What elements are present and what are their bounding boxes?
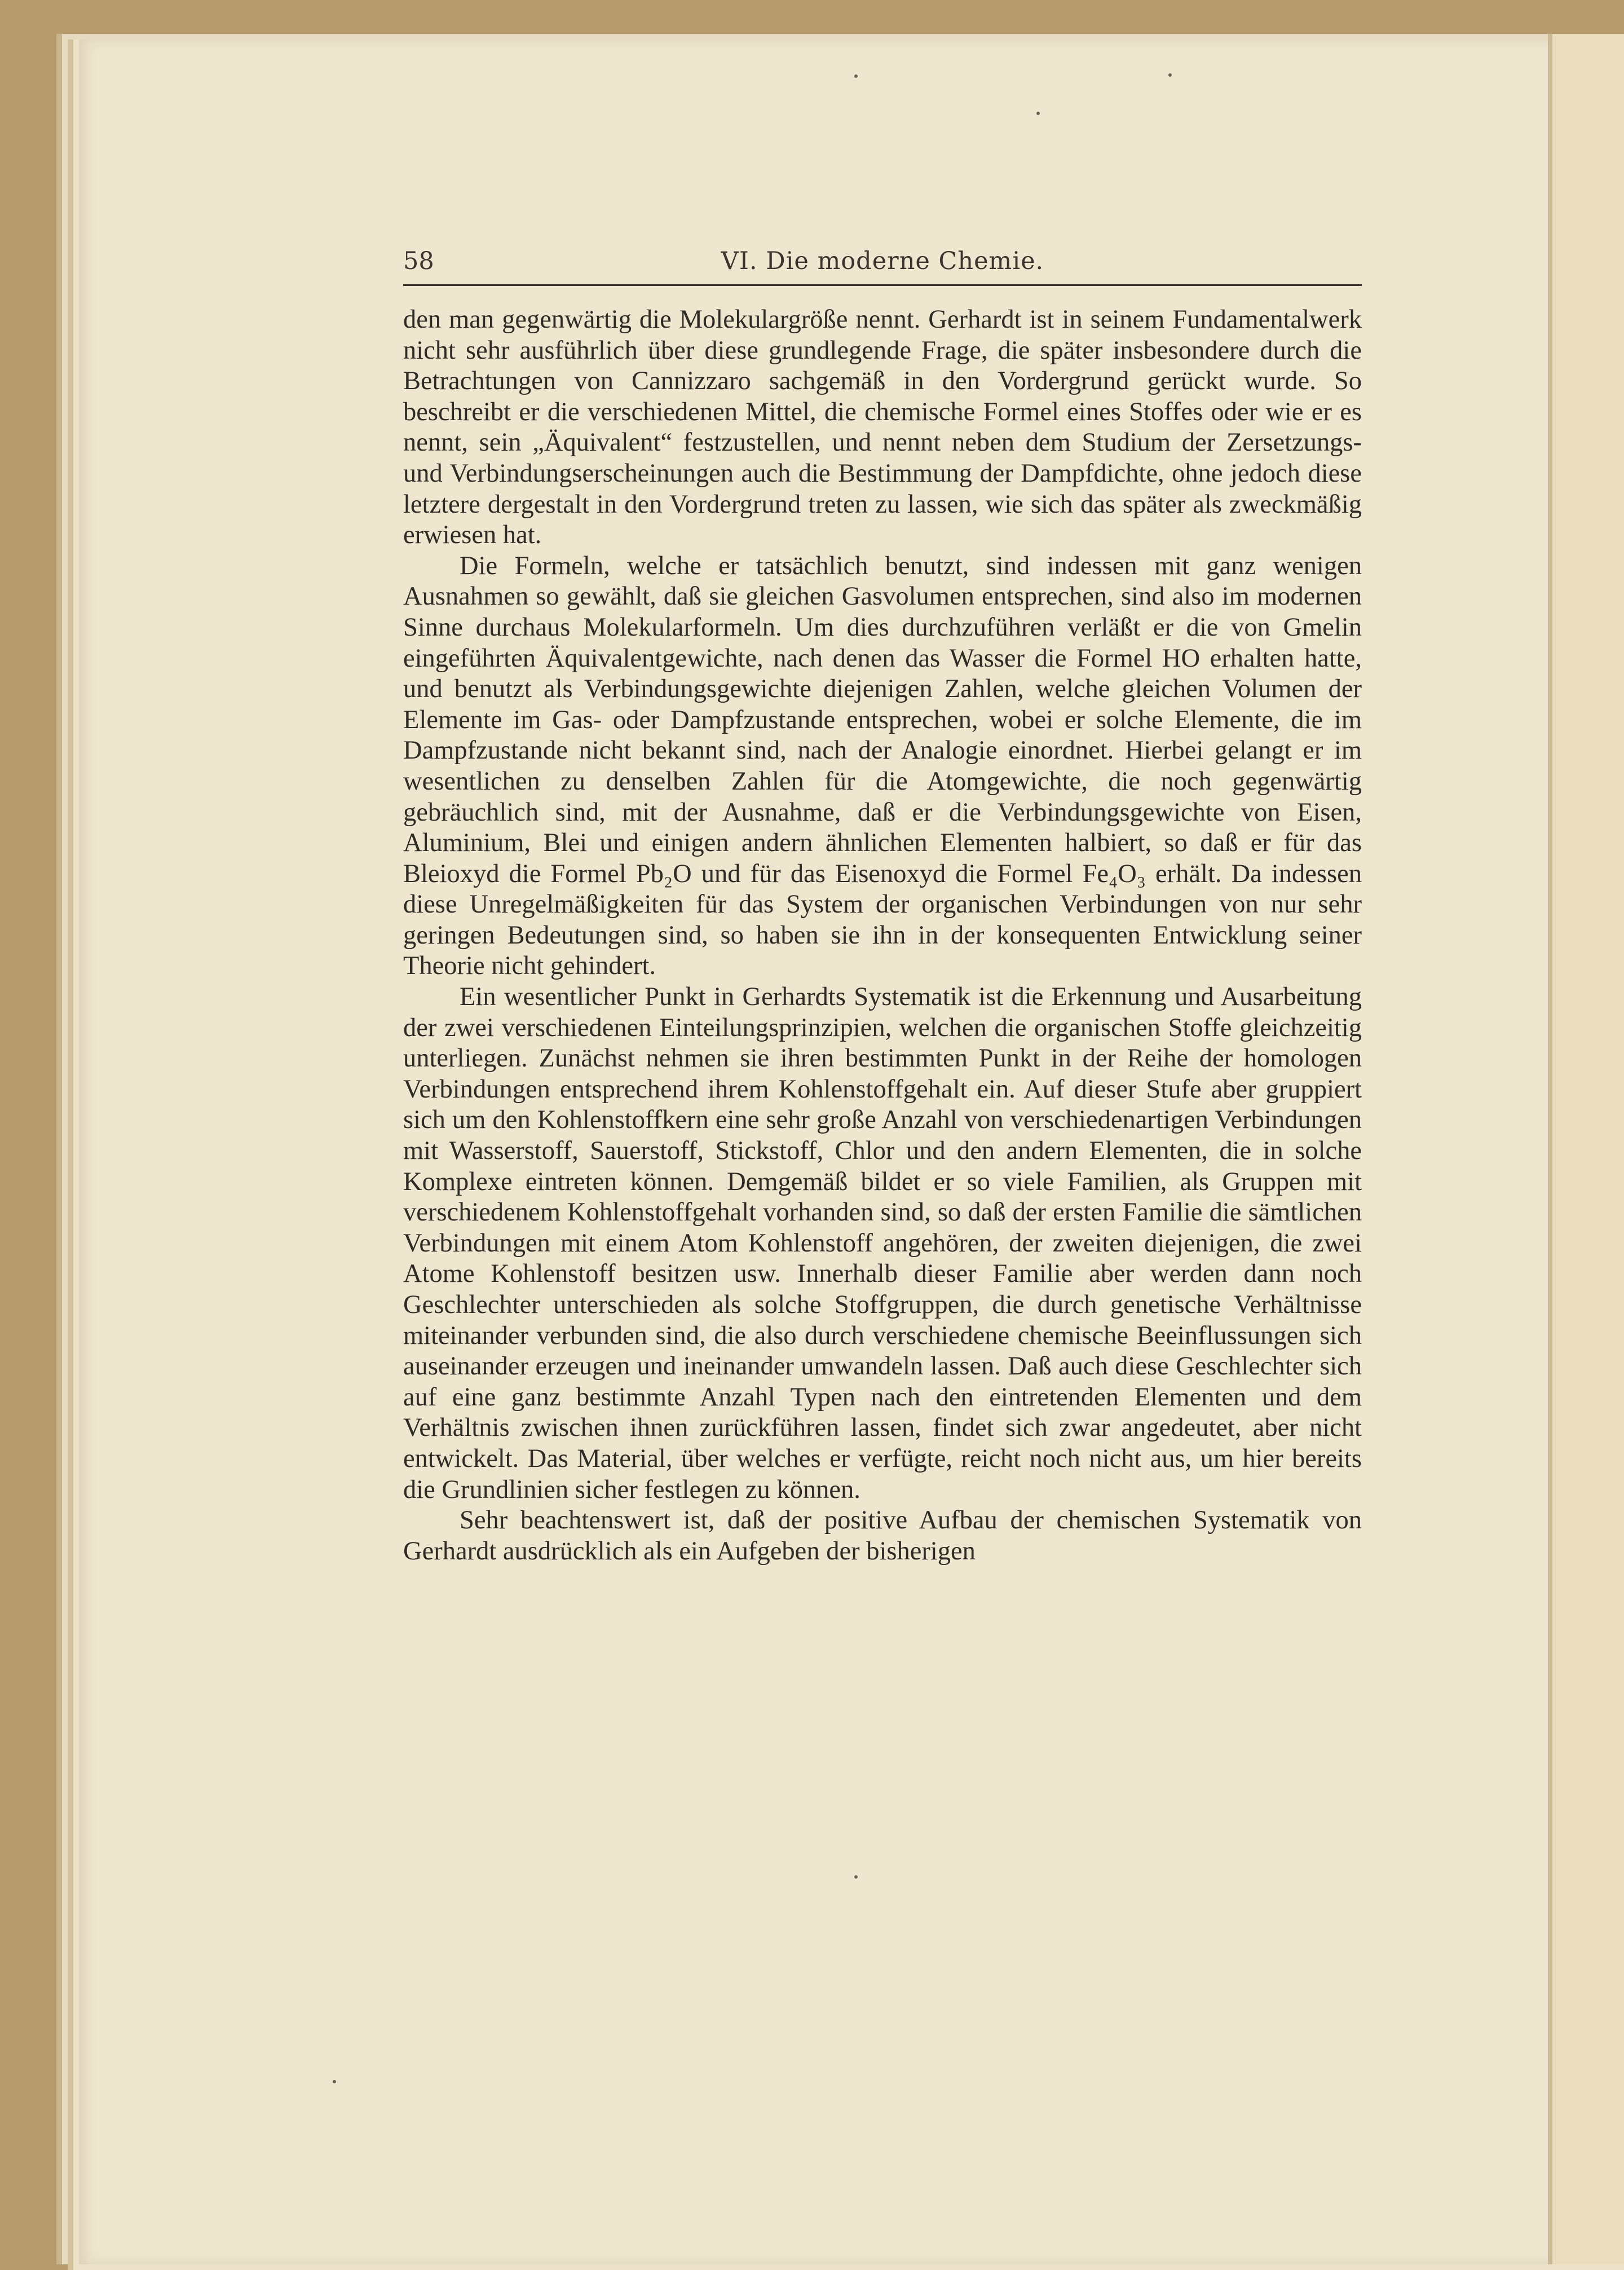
paper-speck (1168, 73, 1172, 77)
paragraph: den man gegenwärtig die Molekulargröße nennt. Gerhardt ist in seinem Fundamentalwerk nicht sehr ausführlich über diese grundlegende Frage, die später insbesondere durch die Betrachtungen von Cannizzaro sachgemäß in den Vordergrund gerückt wurde. So beschreibt er die verschiedenen Mittel, die chemische Formel eines Stoffes oder wie er es nennt, sein „Äquivalent“ festzustellen, und nennt neben dem Studium der Zersetzungs- und Verbindungserscheinungen auch die Bestimmung der Dampfdichte, ohne jedoch diese letztere dergestalt in den Vordergrund treten zu lassen, wie sich das später als zweckmäßig erwiesen hat. (403, 305, 1362, 550)
page-number: 58 (403, 247, 434, 275)
page-header (403, 244, 1362, 286)
page-fold (1548, 34, 1552, 2264)
running-head: VI. Die moderne Chemie. (721, 247, 1044, 275)
paragraph: Sehr beachtenswert ist, daß der positive Aufbau der chemischen Systematik von Gerhardt ausdrücklich als ein Aufgeben der bisherigen (403, 1506, 1362, 1566)
body-text (403, 305, 1362, 1567)
adjacent-page-edge (1552, 34, 1624, 2264)
paper-speck (333, 2080, 336, 2083)
paper-speck (854, 74, 858, 78)
paper-speck (854, 1875, 858, 1879)
paragraph: Die Formeln, welche er tatsächlich benutzt, sind indessen mit ganz wenigen Ausnahmen so gewählt, daß sie gleichen Gasvolumen entsprechen, sind also im modernen Sinne durchaus Molekularformeln. Um dies durchzuführen verläßt er die von Gmelin eingeführten Äquivalentgewichte, nach denen das Wasser die Formel HO erhalten hatte, und benutzt als Verbindungsgewichte diejenigen Zahlen, welche gleichen Volumen der Elemente im Gas- oder Dampfzustande entsprechen, wobei er solche Elemente, die im Dampfzustande nicht bekannt sind, nach der Analogie einordnet. Hierbei gelangt er im wesentlichen zu denselben Zahlen für die Atomgewichte, die noch gegenwärtig gebräuchlich sind, mit der Ausnahme, daß er die Verbindungsgewichte von Eisen, Aluminium, Blei und einigen andern ähnlichen Elementen halbiert, so daß er für das Bleioxyd die Formel Pb₂O und für das Eisenoxyd die Formel Fe₄O₃ erhält. Da indessen diese Unregelmäßigkeiten für das System der organischen Verbindungen von nur sehr geringen Bedeutungen sind, so haben sie ihn in der konsequenten Entwicklung seiner Theorie nicht gehindert. (403, 551, 1362, 981)
paper-speck (1036, 112, 1040, 115)
paragraph: Ein wesentlicher Punkt in Gerhardts Systematik ist die Erkennung und Ausarbeitung der zwei verschiedenen Einteilungsprinzipien, welchen die organischen Stoffe gleichzeitig unterliegen. Zunächst nehmen sie ihren bestimmten Punkt in der Reihe der homologen Verbindungen entsprechend ihrem Kohlenstoffgehalt ein. Auf dieser Stufe aber gruppiert sich um den Kohlenstoffkern eine sehr große Anzahl von verschiedenartigen Verbindungen mit Wasserstoff, Sauerstoff, Stickstoff, Chlor und den andern Elementen, die in solche Komplexe eintreten können. Demgemäß bildet er so viele Familien, als Gruppen mit verschiedenem Kohlenstoffgehalt vorhanden sind, so daß der ersten Familie die sämtlichen Verbindungen mit einem Atom Kohlenstoff angehören, der zweiten diejenigen, die zwei Atome Kohlenstoff besitzen usw. Innerhalb dieser Familie aber werden dann noch Geschlechter unterschieden als solche Stoffgruppen, die durch genetische Verhältnisse miteinander verbunden sind, die also durch verschiedene chemische Beeinflussungen sich auseinander erzeugen und ineinander umwandeln lassen. Daß auch diese Geschlechter sich auf eine ganz bestimmte Anzahl Typen nach den eintretenden Elementen und dem Verhältnis zwischen ihnen zurückführen lassen, findet sich zwar angedeutet, aber nicht entwickelt. Das Material, über welches er verfügte, reicht noch nicht aus, um hier bereits die Grundlinien sicher festlegen zu können. (403, 982, 1362, 1504)
